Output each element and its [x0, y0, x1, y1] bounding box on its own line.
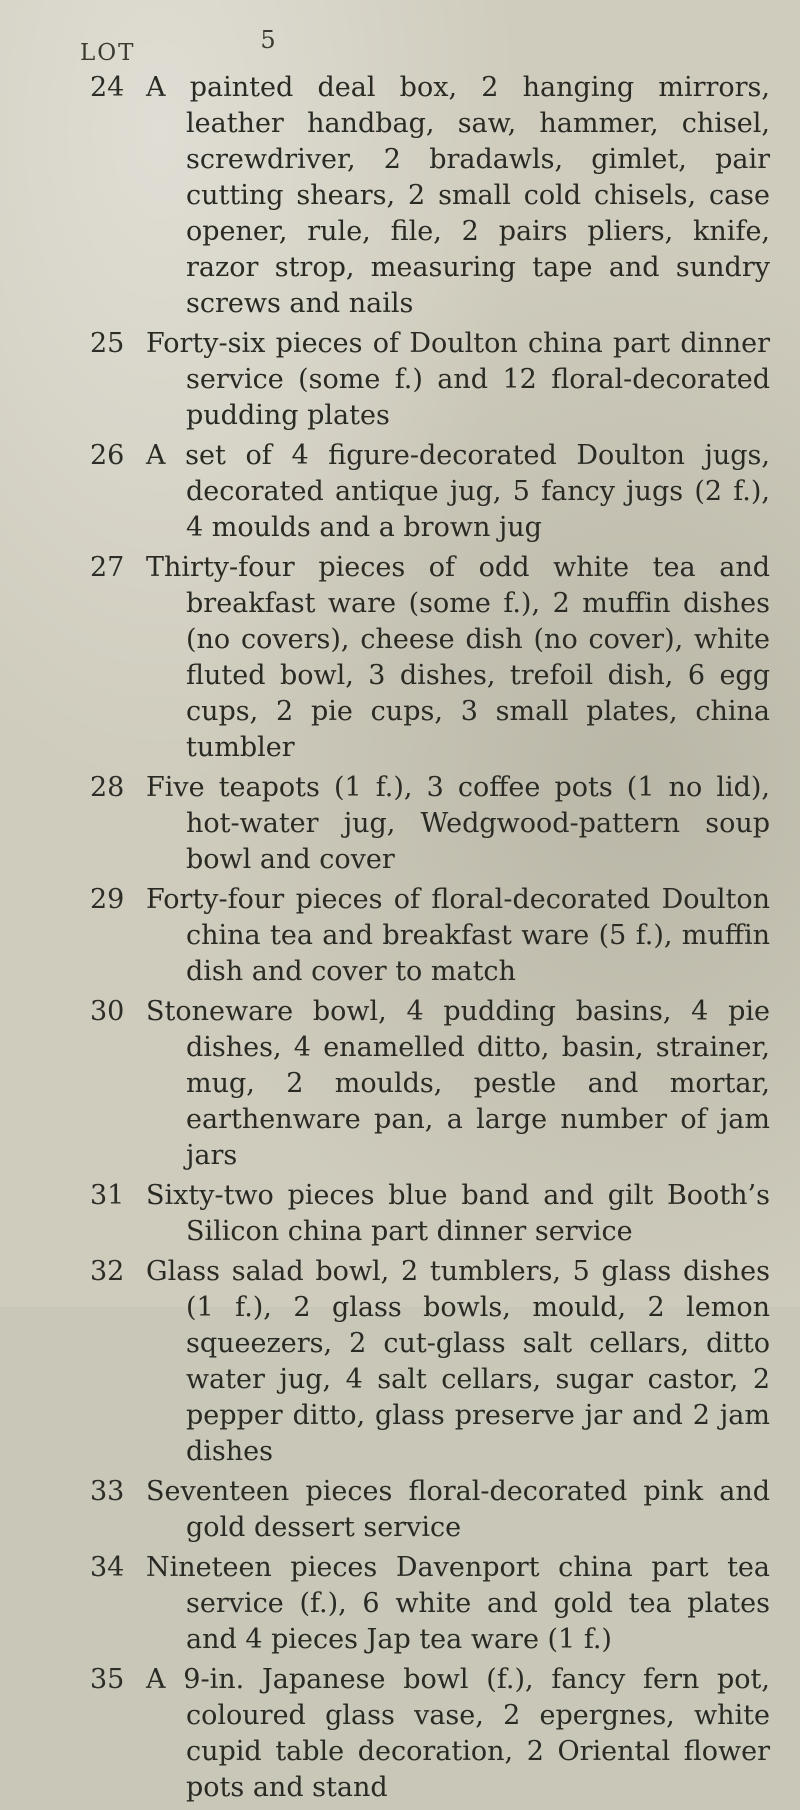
lot-description: Stoneware bowl, 4 pudding basins, 4 pie dishes, 4 enamelled ditto, basin, strainer, mug, 2 moulds, pestle and mortar, earthenware pan, a large number of jam jars [146, 996, 770, 1171]
lot-description: Glass salad bowl, 2 tumblers, 5 glass dishes (1 f.), 2 glass bowls, mould, 2 lemon squeezers, 2 cut-glass salt cellars, ditto water jug, 4 salt cellars, sugar castor, 2 pepper ditto, glass preserve jar and 2 jam dishes [146, 1256, 770, 1467]
lot-description: A 9-in. Japanese bowl (f.), fancy fern pot, coloured glass vase, 2 epergnes, white cupid table decoration, 2 Oriental flower pots and stand [146, 1664, 770, 1803]
lot-description: Forty-four pieces of floral-decorated Doulton china tea and breakfast ware (5 f.), muffin dish and cover to match [146, 884, 770, 987]
lot-entry [80, 1178, 770, 1250]
lot-number: 28 [90, 772, 125, 803]
lot-number: 31 [90, 1180, 125, 1211]
lot-entry [80, 770, 770, 878]
lot-number: 35 [90, 1664, 125, 1695]
lot-number: 33 [90, 1476, 125, 1507]
lot-number: 26 [90, 440, 125, 471]
lot-number: 25 [90, 328, 125, 359]
lot-number: 29 [90, 884, 125, 915]
lot-entry [80, 994, 770, 1174]
lot-number: 30 [90, 996, 125, 1027]
lot-description: Thirty-four pieces of odd white tea and breakfast ware (some f.), 2 muffin dishes (no covers), cheese dish (no cover), white fluted bowl, 3 dishes, trefoil dish, 6 egg cups, 2 pie cups, 3 small plates, china tumbler [146, 552, 770, 763]
lot-entry [80, 326, 770, 434]
lot-description: A painted deal box, 2 hanging mirrors, leather handbag, saw, hammer, chisel, screwdriver, 2 bradawls, gimlet, pair cutting shears, 2 small cold chisels, case opener, rule, file, 2 pairs pliers, knife, razor strop, measuring tape and sundry screws and nails [146, 72, 770, 319]
lot-description: Five teapots (1 f.), 3 coffee pots (1 no lid), hot-water jug, Wedgwood-pattern soup bowl and cover [146, 772, 770, 875]
lot-entry [80, 1662, 770, 1806]
lot-list [80, 70, 770, 1810]
lot-number: 27 [90, 552, 125, 583]
lot-number: 24 [90, 72, 125, 103]
page-number: 5 [260, 26, 276, 54]
lot-description: Nineteen pieces Davenport china part tea service (f.), 6 white and gold tea plates and 4 pieces Jap tea ware (1 f.) [146, 1552, 770, 1655]
lot-description: Seventeen pieces floral-decorated pink and gold dessert service [146, 1476, 770, 1543]
lot-entry [80, 70, 770, 322]
lot-entry [80, 438, 770, 546]
lot-number: 34 [90, 1552, 125, 1583]
lot-entry [80, 882, 770, 990]
lot-description: A set of 4 figure-decorated Doulton jugs, decorated antique jug, 5 fancy jugs (2 f.), 4 moulds and a brown jug [146, 440, 770, 543]
lot-description: Sixty-two pieces blue band and gilt Booth’s Silicon china part dinner service [146, 1180, 770, 1247]
lot-description: Forty-six pieces of Doulton china part dinner service (some f.) and 12 floral-decorated pudding plates [146, 328, 770, 431]
lot-entry [80, 1550, 770, 1658]
lot-entry [80, 1474, 770, 1546]
lot-column-heading: LOT [80, 40, 136, 66]
lot-entry [80, 1254, 770, 1470]
lot-entry [80, 550, 770, 766]
lot-number: 32 [90, 1256, 125, 1287]
